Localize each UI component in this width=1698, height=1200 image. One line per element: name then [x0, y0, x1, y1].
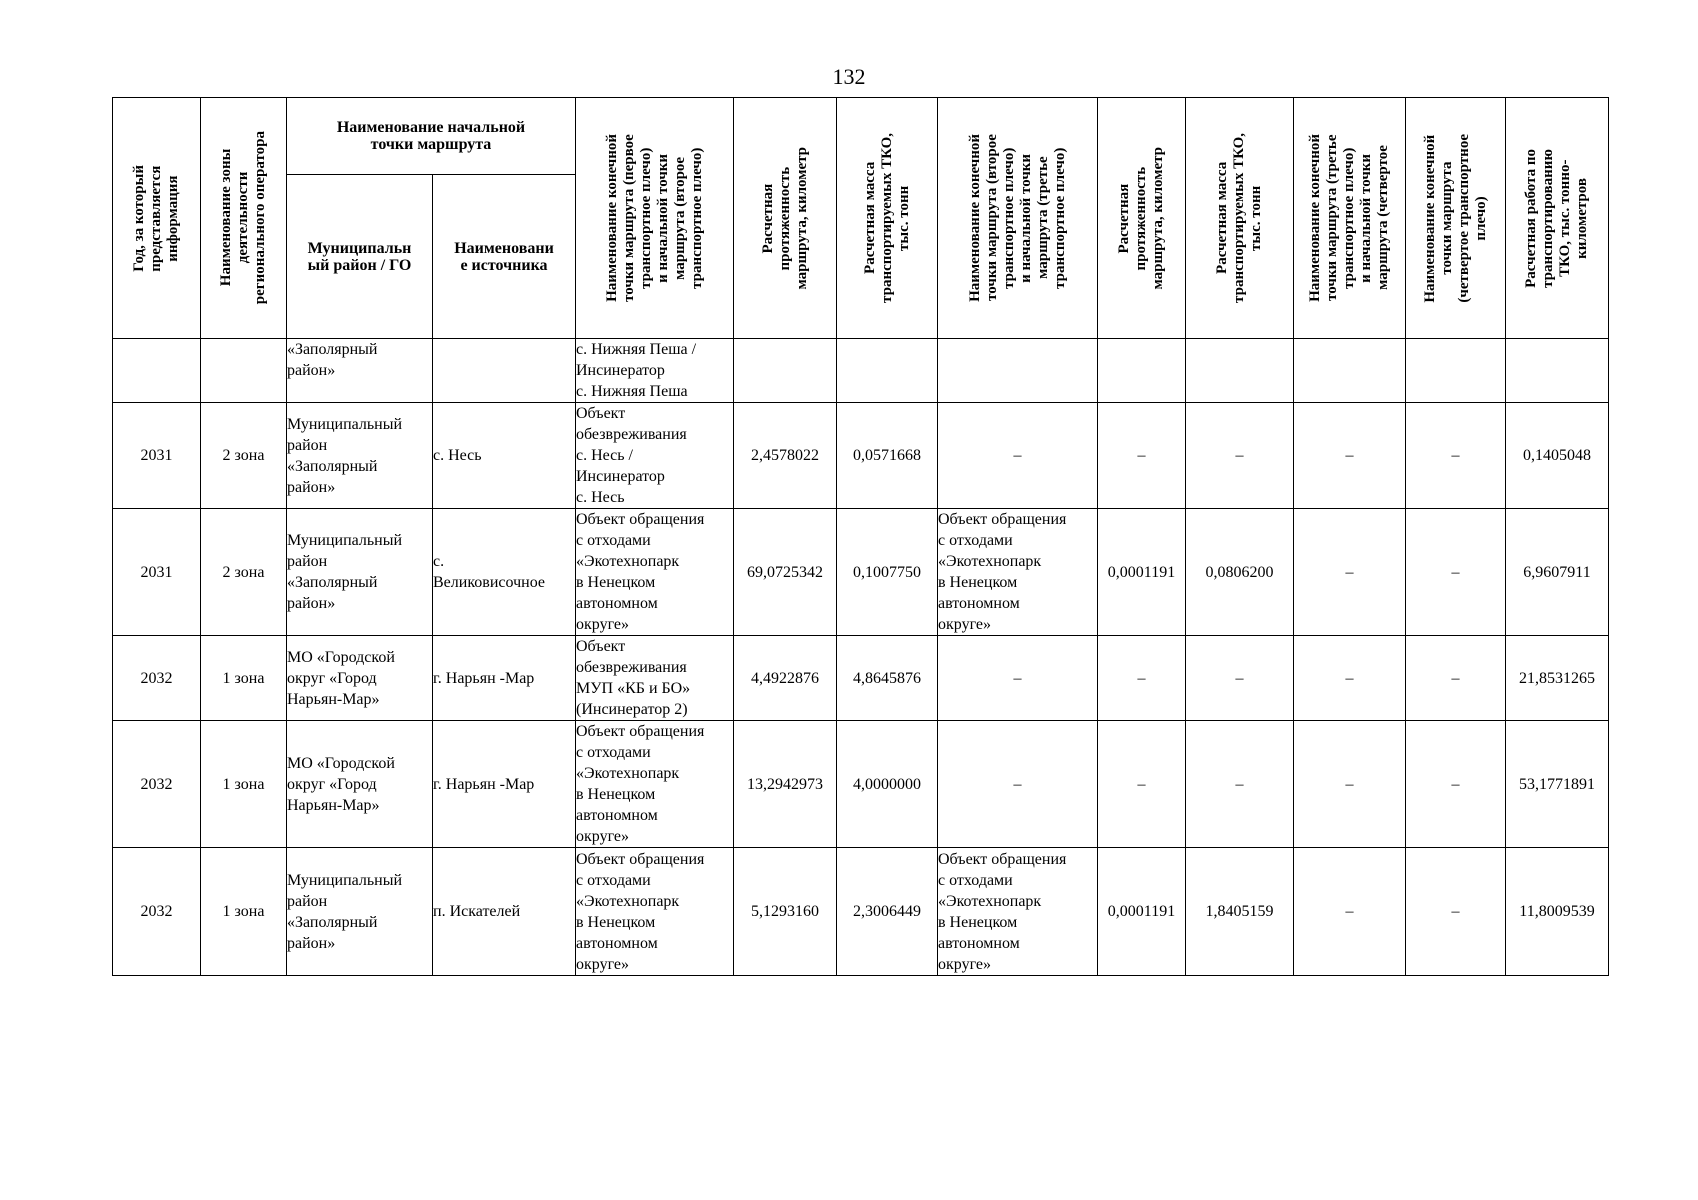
cell-end-point-1: Объект обезвреживания с. Несь / Инсинератор с. Несь	[576, 403, 734, 509]
cell-end-point-4: –	[1406, 721, 1506, 848]
cell-municipality: Муниципальный район «Заполярный район»	[287, 848, 433, 976]
cell-source: г. Нарьян -Мар	[433, 721, 576, 848]
cell-transport-work: 53,1771891	[1506, 721, 1609, 848]
cell-length-1: 2,4578022	[734, 403, 837, 509]
cell-length-1: 4,4922876	[734, 636, 837, 721]
cell-end-point-3: –	[1294, 848, 1406, 976]
table-row	[113, 509, 1609, 636]
cell-mass-1: 4,0000000	[837, 721, 938, 848]
header-length-2: Расчетная протяженность маршрута, километр	[1098, 98, 1186, 339]
header-year: Год, за который представляется информация	[113, 98, 201, 339]
header-mass-2: Расчетная масса транспортируемых ТКО, тыс. тонн	[1186, 98, 1294, 339]
cell-length-1	[734, 339, 837, 403]
cell-length-1: 5,1293160	[734, 848, 837, 976]
cell-end-point-3: –	[1294, 636, 1406, 721]
header-source: Наименовани е источника	[433, 175, 576, 339]
cell-transport-work: 11,8009539	[1506, 848, 1609, 976]
header-end-point-4: Наименование конечной точки маршрута (четвертое транспортное плечо)	[1406, 98, 1506, 339]
cell-zone: 2 зона	[201, 403, 287, 509]
cell-end-point-4: –	[1406, 848, 1506, 976]
cell-end-point-1: Объект обезвреживания МУП «КБ и БО» (Инсинератор 2)	[576, 636, 734, 721]
cell-year: 2032	[113, 721, 201, 848]
header-length-1: Расчетная протяженность маршрута, километр	[734, 98, 837, 339]
header-start-point: Наименование начальной точки маршрута	[287, 98, 576, 175]
cell-year: 2032	[113, 636, 201, 721]
cell-year	[113, 339, 201, 403]
cell-length-1: 69,0725342	[734, 509, 837, 636]
cell-end-point-1: Объект обращения с отходами «Экотехнопарк в Ненецком автономном округе»	[576, 509, 734, 636]
cell-source: г. Нарьян -Мар	[433, 636, 576, 721]
header-end-point-3: Наименование конечной точки маршрута (третье транспортное плечо) и начальной точки маршрута (четвертое	[1294, 98, 1406, 339]
cell-source	[433, 339, 576, 403]
cell-transport-work	[1506, 339, 1609, 403]
table-row	[113, 848, 1609, 976]
cell-year: 2032	[113, 848, 201, 976]
cell-source: с. Несь	[433, 403, 576, 509]
cell-length-2: –	[1098, 721, 1186, 848]
table-row	[113, 339, 1609, 403]
cell-municipality: «Заполярный район»	[287, 339, 433, 403]
cell-end-point-4	[1406, 339, 1506, 403]
cell-mass-2: 0,0806200	[1186, 509, 1294, 636]
cell-mass-2: 1,8405159	[1186, 848, 1294, 976]
cell-end-point-3: –	[1294, 509, 1406, 636]
cell-zone: 1 зона	[201, 721, 287, 848]
cell-length-1: 13,2942973	[734, 721, 837, 848]
cell-mass-1: 0,1007750	[837, 509, 938, 636]
cell-length-2: –	[1098, 403, 1186, 509]
cell-mass-2: –	[1186, 403, 1294, 509]
header-end-point-1: Наименование конечной точки маршрута (первое транспортное плечо) и начальной точки маршрута (второе транспортное плечо)	[576, 98, 734, 339]
cell-end-point-4: –	[1406, 636, 1506, 721]
cell-end-point-2: –	[938, 721, 1098, 848]
table-row	[113, 636, 1609, 721]
cell-zone: 1 зона	[201, 848, 287, 976]
cell-mass-1: 0,0571668	[837, 403, 938, 509]
cell-end-point-2: Объект обращения с отходами «Экотехнопарк в Ненецком автономном округе»	[938, 848, 1098, 976]
cell-end-point-1: с. Нижняя Пеша / Инсинератор с. Нижняя Пеша	[576, 339, 734, 403]
cell-zone: 1 зона	[201, 636, 287, 721]
cell-end-point-3	[1294, 339, 1406, 403]
header-end-point-2: Наименование конечной точки маршрута (второе транспортное плечо) и начальной точки маршрута (третье транспортное плечо)	[938, 98, 1098, 339]
cell-transport-work: 6,9607911	[1506, 509, 1609, 636]
header-transport-work: Расчетная работа по транспортированию ТКО, тыс. тонно- километров	[1506, 98, 1609, 339]
header-zone: Наименование зоны деятельности регионального оператора	[201, 98, 287, 339]
cell-mass-2: –	[1186, 636, 1294, 721]
cell-length-2	[1098, 339, 1186, 403]
cell-municipality: МО «Городской округ «Город Нарьян-Мар»	[287, 636, 433, 721]
cell-mass-1: 4,8645876	[837, 636, 938, 721]
header-mass-1: Расчетная масса транспортируемых ТКО, тыс. тонн	[837, 98, 938, 339]
cell-zone: 2 зона	[201, 509, 287, 636]
cell-municipality: Муниципальный район «Заполярный район»	[287, 403, 433, 509]
cell-zone	[201, 339, 287, 403]
header-municipality: Муниципальн ый район / ГО	[287, 175, 433, 339]
cell-municipality: МО «Городской округ «Город Нарьян-Мар»	[287, 721, 433, 848]
table-row	[113, 403, 1609, 509]
routes-table	[112, 97, 1609, 976]
table-row	[113, 721, 1609, 848]
cell-length-2: –	[1098, 636, 1186, 721]
cell-mass-1: 2,3006449	[837, 848, 938, 976]
cell-transport-work: 21,8531265	[1506, 636, 1609, 721]
cell-end-point-1: Объект обращения с отходами «Экотехнопарк в Ненецком автономном округе»	[576, 848, 734, 976]
cell-mass-2	[1186, 339, 1294, 403]
cell-end-point-4: –	[1406, 403, 1506, 509]
cell-end-point-4: –	[1406, 509, 1506, 636]
cell-length-2: 0,0001191	[1098, 509, 1186, 636]
cell-end-point-2	[938, 339, 1098, 403]
cell-mass-1	[837, 339, 938, 403]
cell-transport-work: 0,1405048	[1506, 403, 1609, 509]
cell-source: с. Великовисочное	[433, 509, 576, 636]
cell-end-point-2: –	[938, 636, 1098, 721]
cell-year: 2031	[113, 403, 201, 509]
cell-end-point-3: –	[1294, 403, 1406, 509]
cell-source: п. Искателей	[433, 848, 576, 976]
cell-end-point-2: Объект обращения с отходами «Экотехнопарк в Ненецком автономном округе»	[938, 509, 1098, 636]
cell-end-point-1: Объект обращения с отходами «Экотехнопарк в Ненецком автономном округе»	[576, 721, 734, 848]
cell-year: 2031	[113, 509, 201, 636]
cell-municipality: Муниципальный район «Заполярный район»	[287, 509, 433, 636]
cell-length-2: 0,0001191	[1098, 848, 1186, 976]
cell-end-point-3: –	[1294, 721, 1406, 848]
cell-end-point-2: –	[938, 403, 1098, 509]
cell-mass-2: –	[1186, 721, 1294, 848]
page-number: 132	[832, 64, 866, 89]
